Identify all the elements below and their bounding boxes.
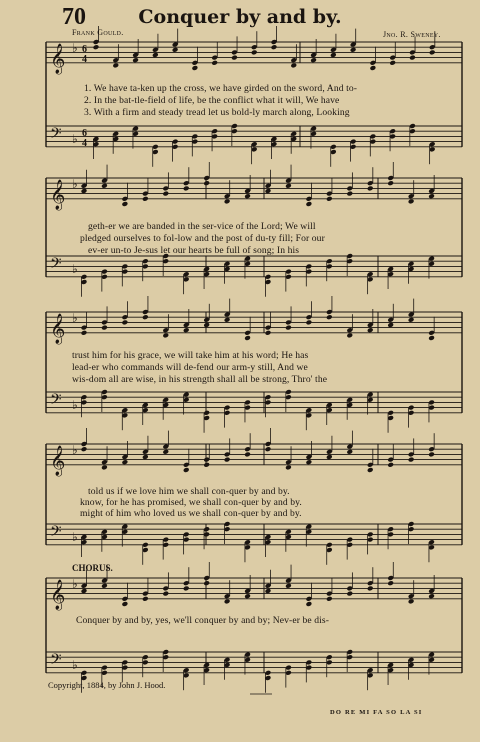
note-head [326,454,333,460]
lyric-line: geth-er we are banded in the ser-vice of the Lord; We will [88,221,316,232]
note-head [285,583,292,589]
note-head [306,319,313,325]
note-head [306,201,313,207]
note-head [81,330,88,336]
note-head [122,601,129,607]
flat-sign: ♭ [72,177,78,191]
lyric-line: Conquer by and by, yes, we'll conquer by and by; Nev-er be dis- [76,615,330,626]
note-head [330,52,337,58]
note-head [162,191,169,197]
lyric-line: 2. In the bat-tle-field of life, be the conflict what it will, We have [84,95,340,106]
note-head [244,335,251,341]
flat-sign: ♭ [72,41,78,55]
note-head [142,196,149,202]
flat-sign: ♭ [72,658,78,672]
note-head [389,60,396,66]
lyricist-credit: Frank Gould. [72,28,124,37]
note-head [93,44,100,50]
note-head [142,596,149,602]
treble-clef: 𝄞 [50,445,66,476]
lyric-line: lead-er who commands will de-fend our arm-y still, And we [72,362,308,373]
note-head [346,591,353,597]
note-head [203,180,210,186]
lyric-line: 3. With a firm and steady tread let us bold-ly march along, Looking [84,107,350,118]
treble-clef: 𝄞 [50,579,66,610]
note-head [172,47,179,53]
note-head [244,593,251,599]
hymn-title: Conquer by and by. [138,6,342,28]
note-head [346,191,353,197]
bass-clef: 𝄢 [50,125,62,146]
flat-sign: ♭ [72,443,78,457]
note-head [224,457,231,463]
bass-clef: 𝄢 [50,651,62,672]
note-head [162,332,169,338]
lyric-line: ev-er un-to Je-sus let our hearts be full of song; In his [88,245,300,256]
flat-sign: ♭ [72,398,78,412]
time-signature: 6 [82,128,87,139]
note-head [183,467,190,473]
lyric-line: pledged ourselves to fol-low and the post of du-ty fill; For our [80,233,325,244]
flat-sign: ♭ [72,577,78,591]
note-head [101,183,108,189]
treble-clef: 𝄞 [50,313,66,344]
note-head [428,451,435,457]
note-head [265,446,272,452]
note-head [310,57,317,63]
note-head [271,44,278,50]
note-head [387,580,394,586]
note-head [152,52,159,58]
note-head [408,457,415,463]
note-head [428,335,435,341]
note-head [409,55,416,61]
note-head [428,193,435,199]
flat-sign: ♭ [72,132,78,146]
note-head [122,201,129,207]
note-head [224,598,231,604]
note-head [387,462,394,468]
note-head [306,601,313,607]
note-head [285,464,292,470]
chorus-label: CHORUS. [72,563,113,573]
note-head [183,327,190,333]
note-head [162,449,169,455]
note-head [370,65,377,71]
note-head [387,322,394,328]
note-head [285,183,292,189]
note-head [387,180,394,186]
note-head [285,325,292,331]
note-head [211,60,218,66]
note-head [326,314,333,320]
note-head [142,314,149,320]
copyright-notice: Copyright, 1884, by John J. Hood. [48,680,166,690]
lyric-line: told us if we love him we shall con-quer by and by. [88,486,290,497]
note-head [244,193,251,199]
note-head [192,65,199,71]
note-head [367,467,374,473]
note-head [265,188,272,194]
note-head [251,49,258,55]
page-number: 70 [62,4,86,30]
note-head [203,462,210,468]
treble-clef: 𝄞 [50,43,66,74]
bass-clef: 𝄢 [50,391,62,412]
treble-clef: 𝄞 [50,179,66,210]
time-signature: 6 [82,44,87,55]
flat-sign: ♭ [72,262,78,276]
note-head [183,585,190,591]
lyric-line: wis-dom all are wise, in his strength shall all be strong, Thro' the [72,374,328,385]
lyric-line: trust him for his grace, we will take him at his word; He has [72,350,309,361]
note-head [408,317,415,323]
flat-sign: ♭ [72,311,78,325]
note-head [231,55,238,61]
note-head [122,459,129,465]
note-head [224,198,231,204]
note-head [367,185,374,191]
note-head [326,196,333,202]
note-head [326,596,333,602]
note-head [162,591,169,597]
note-head [183,185,190,191]
note-head [428,593,435,599]
note-head [81,188,88,194]
note-head [101,464,108,470]
note-head [408,598,415,604]
note-head [81,446,88,452]
time-signature: 4 [82,54,87,65]
note-head [203,580,210,586]
note-head [367,327,374,333]
note-head [265,588,272,594]
time-signature: 4 [82,138,87,149]
flat-sign: ♭ [72,530,78,544]
note-head [346,449,353,455]
composer-credit: Jno. R. Sweney. [383,30,441,39]
note-head [429,49,436,55]
note-head [346,332,353,338]
note-head [203,322,210,328]
note-head [112,62,119,68]
bass-clef: 𝄢 [50,523,62,544]
note-head [265,330,272,336]
bass-clef: 𝄢 [50,255,62,276]
note-head [408,198,415,204]
note-head [244,451,251,457]
lyric-line: know, for he has promised, we shall con-quer by and by. [80,497,302,508]
note-head [122,319,129,325]
note-head [132,57,139,63]
note-head [142,454,149,460]
note-head [81,588,88,594]
note-head [290,62,297,68]
lyric-line: might of him who loved us we shall con-quer by and by. [80,508,302,519]
note-head [350,47,357,53]
note-head [101,583,108,589]
lyric-line: 1. We have ta-ken up the cross, we have girded on the sword, And to- [84,83,358,94]
note-head [306,459,313,465]
note-head [224,317,231,323]
note-head [101,325,108,331]
note-head [367,585,374,591]
solfa-syllables: DO RE MI FA SO LA SI [330,709,423,716]
